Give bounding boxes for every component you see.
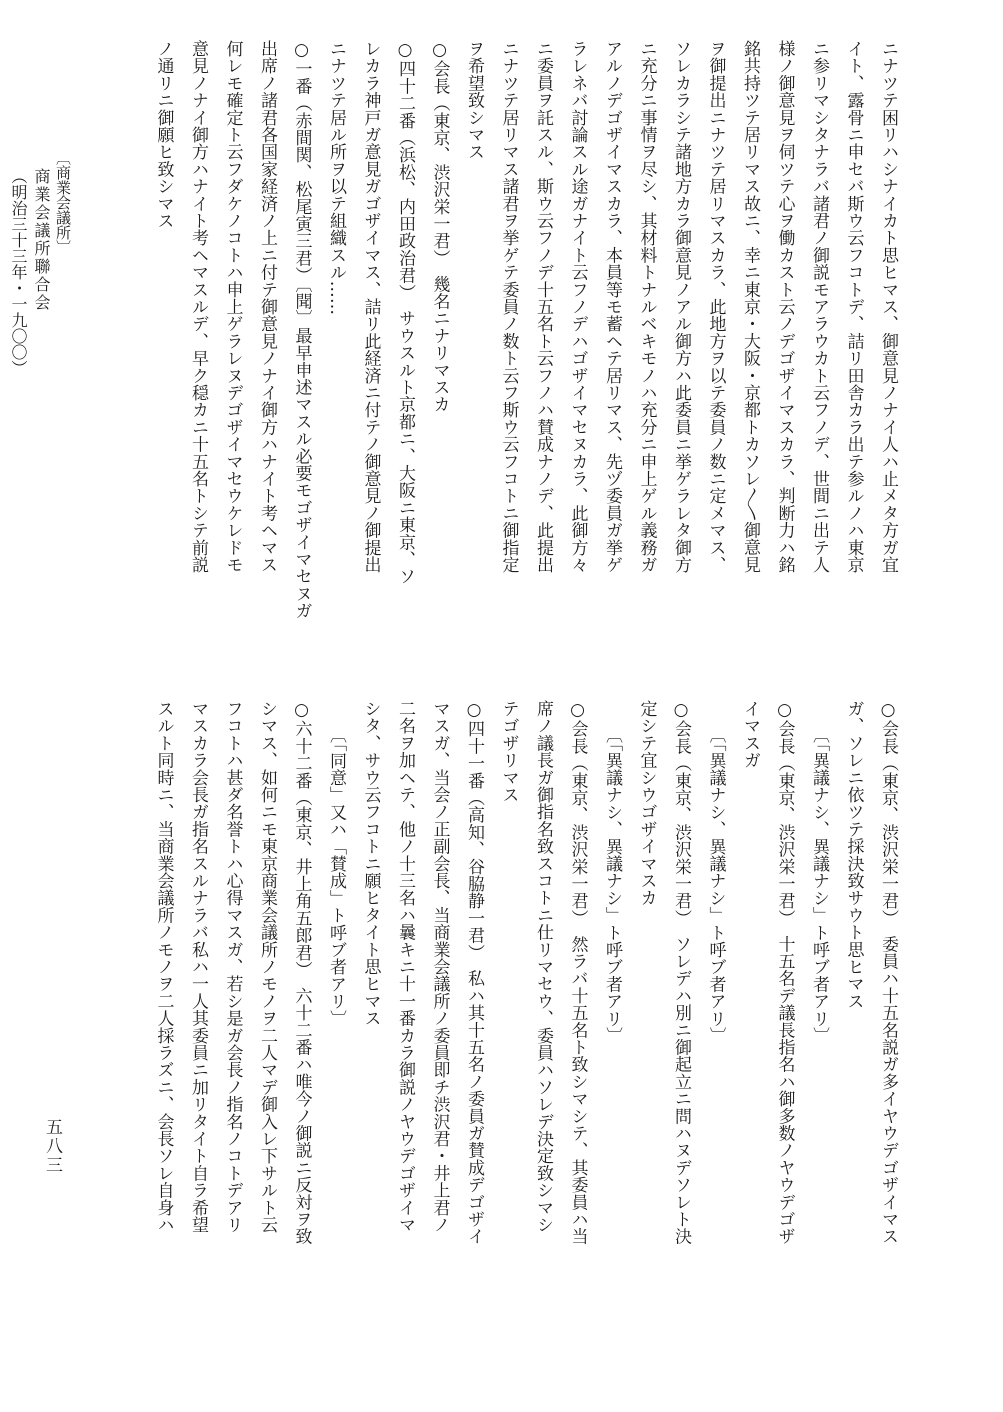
lower-text-line: ○六十二番（東京、井上角五郎君） 六十二番ハ唯今ノ御説ニ反対ヲ致	[291, 700, 312, 1245]
lower-text-line: ガ、ソレニ依ツテ採決致サウト思ヒマス	[843, 700, 864, 1010]
upper-text-line: イト、露骨ニ申セバ斯ウ云フコトデ、詰リ田舎カラ出テ参ルノハ東京	[843, 40, 864, 574]
lower-text-line: ○会長（東京、渋沢栄一君） ソレデハ別ニ御起立ニ問ハヌデソレト決	[671, 700, 691, 1245]
upper-text-line: ○四十二番（浜松、内田政治君） サウスルト京都ニ、大阪ニ東京、ソ	[395, 40, 415, 585]
upper-text-line: ニ委員ヲ託スル、斯ウ云フノデ十五名ト云フノハ賛成ナノデ、此提出	[533, 40, 553, 574]
lower-text-line: 定シテ宜シウゴザイマスカ	[636, 700, 657, 907]
upper-text-line: アルノデゴザイマスカラ、本員等モ蓄ヘテ居リマス、先ヅ委員ガ挙ゲ	[602, 40, 622, 574]
lower-text-line: フコトハ甚ダ名誉トハ心得マスガ、若シ是ガ会長ノ指名ノコトデアリ	[222, 700, 243, 1234]
upper-text-line: 出席ノ諸君各国家経済ノ上ニ付テ御意見ノナイ御方ハナイト考ヘマス	[257, 40, 277, 574]
upper-text-line: ニナツテ居リマス諸君ヲ挙ゲテ委員ノ数ト云フ斯ウ云フコトニ御指定	[498, 40, 519, 574]
upper-text-line: ヲ御提出ニナツテ居リマスカラ、此地方ヲ以テ委員ノ数ニ定メマス、	[705, 40, 726, 574]
lower-text-line: 席ノ議長ガ御指名致スコトニ仕リマセウ、委員ハソレデ決定致シマシ	[533, 700, 553, 1234]
header-date: （明治三十三年・一九〇〇）	[9, 168, 28, 376]
lower-text-line: 〔「異議ナシ、異議ナシ」ト呼ブ者アリ〕	[809, 700, 829, 1045]
upper-text-line: ラレネバ討論スル途ガナイト云フノデハゴザイマセヌカラ、此御方々	[567, 40, 588, 574]
upper-text-line: ○一番（赤間関、松尾寅三君）〔聞〕最早申述マスル必要モゴザイマセヌガ	[291, 40, 312, 620]
lower-text-line: ○四十一番（高知、谷脇静一君） 私ハ其十五名ノ委員ガ賛成デゴザイ	[464, 700, 484, 1245]
lower-text-line: スルト同時ニ、当商業会議所ノモノヲ二人採ラズニ、会長ソレ自身ハ	[153, 700, 174, 1234]
lower-text-line: 〔「同意」又ハ「賛成」ト呼ブ者アリ〕	[326, 700, 346, 1027]
page-number: 五八三	[42, 1118, 62, 1175]
lower-text-line: イマスガ	[740, 700, 760, 769]
lower-text-line: 二名ヲ加ヘテ、他ノ十三名ハ曩キニ十一番カラ御説ノヤウデゴザイマ	[395, 700, 415, 1234]
lower-text-line: テゴザリマス	[498, 700, 519, 804]
upper-text-line: ノ通リニ御願ヒ致シマス	[153, 40, 174, 230]
lower-text-line: ○会長（東京、渋沢栄一君） 然ラバ十五名ト致シマシテ、其委員ハ当	[567, 700, 588, 1245]
upper-text-line: 様ノ御意見ヲ伺ツテ心ヲ働カスト云ノデゴザイマスカラ、判断力ハ銘	[774, 40, 795, 574]
upper-text-line: ○会長（東京、渋沢栄一君） 幾名ニナリマスカ	[429, 40, 450, 413]
header-section: 〔商業会議所〕	[54, 150, 72, 255]
upper-text-line: 意見ノナイ御方ハナイト考ヘマスルデ、早ク穏カニ十五名トシテ前説	[188, 40, 208, 574]
upper-text-line: ニナツテ居ル所ヲ以テ組織スル……	[326, 40, 346, 316]
lower-text-line: ○会長（東京、渋沢栄一君） 委員ハ十五名説ガ多イヤウデゴザイマス	[878, 700, 898, 1245]
lower-text-line: マスカラ会長ガ指名スルナラバ私ハ一人其委員ニ加リタイト自ラ希望	[188, 700, 208, 1234]
lower-text-line: 〔「異議ナシ、異議ナシ」ト呼ブ者アリ〕	[602, 700, 622, 1045]
running-header	[9, 150, 74, 670]
upper-text-line: ソレカラシテ諸地方カラ御意見ノアル御方ハ此委員ニ挙ゲラレタ御方	[671, 40, 691, 574]
lower-text-line: シタ、サウ云フコトニ願ヒタイト思ヒマス	[360, 700, 381, 1027]
lower-text-line: 〔「異議ナシ、異議ナシ」ト呼ブ者アリ〕	[705, 700, 726, 1045]
upper-text-line: ニナツテ困リハシナイカト思ヒマス、御意見ノナイ人ハ止メタ方ガ宜	[878, 40, 898, 574]
lower-text-line: マスガ、当会ノ正副会長、当商業会議所ノ委員即チ渋沢君・井上君ノ	[429, 700, 450, 1234]
upper-text-line: レカラ神戸ガ意見ガゴザイマス、詰リ此経済ニ付テノ御意見ノ御提出	[360, 40, 381, 574]
upper-text-line: 何レモ確定ト云フダケノコトハ申上ゲラレヌデゴザイマセウケレドモ	[222, 40, 243, 574]
upper-text-line: 銘共持ツテ居リマス故ニ、幸ニ東京・大阪・京都トカソレ〳〵御意見	[740, 40, 760, 573]
lower-text-line: シマス、如何ニモ東京商業会議所ノモノヲ二人マデ御入レ下サルト云	[257, 700, 277, 1234]
upper-text-block	[85, 40, 905, 660]
header-title: 商業会議所聯合会	[32, 168, 51, 312]
upper-text-line: ニ参リマシタナラバ諸君ノ御説モアラウカト云フノデ、世間ニ出テ人	[809, 40, 829, 574]
lower-text-line: ○会長（東京、渋沢栄一君） 十五名デ議長指名ハ御多数ノヤウデゴザ	[774, 700, 795, 1245]
upper-text-line: ニ充分ニ事情ヲ尽シ、其材料トナルベキモノハ充分ニ申上ゲル義務ガ	[636, 40, 657, 574]
lower-text-block	[85, 700, 905, 1390]
upper-text-line: ヲ希望致シマス	[464, 40, 484, 161]
